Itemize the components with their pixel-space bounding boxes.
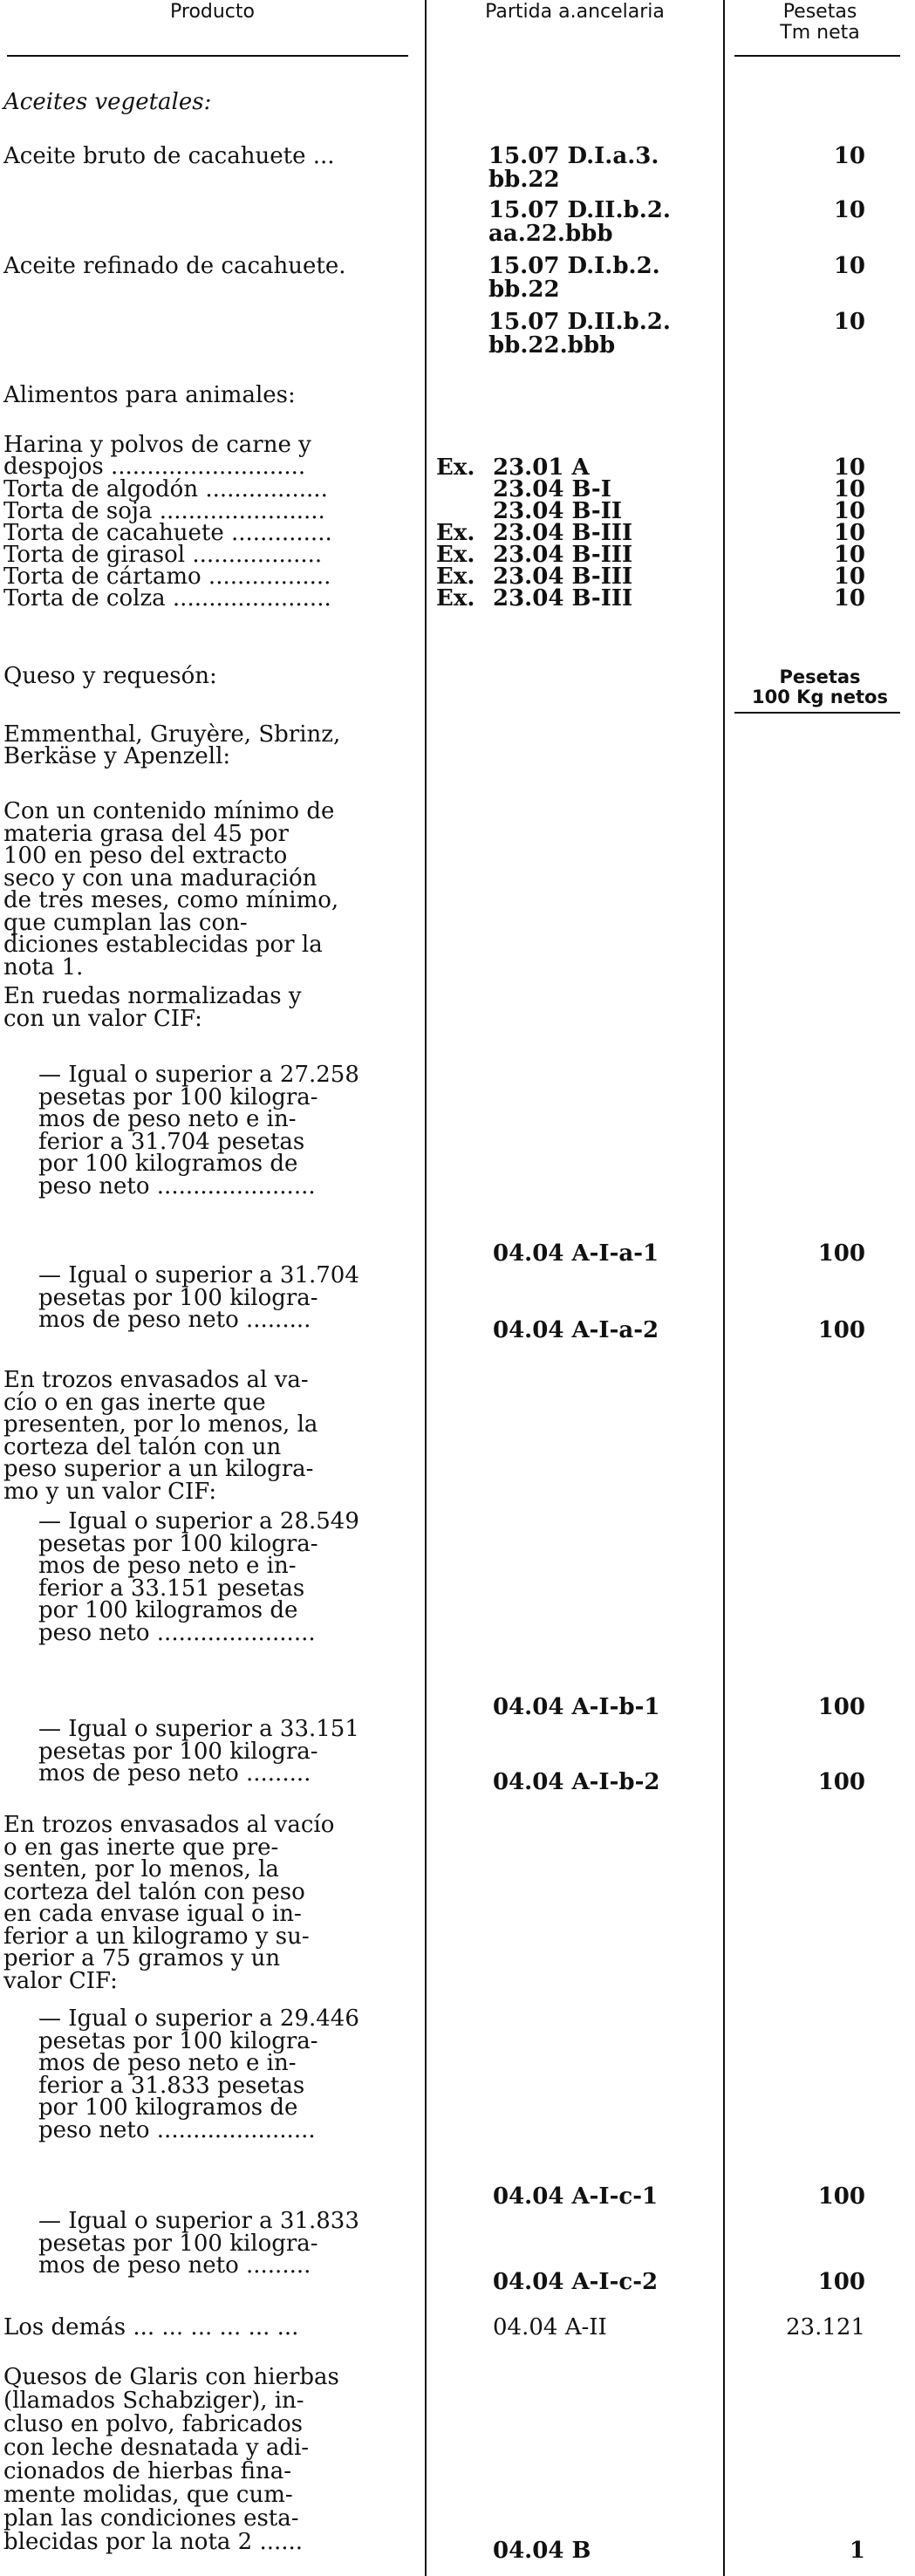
ruedas-item-2-text: — Igual o superior a 31.704 pesetas por 100 kilogra- mos de peso neto .........	[38, 1262, 359, 1333]
torta-colza-partida: 23.04 B-III	[493, 585, 633, 612]
aceite-refinado-valor-2: 10	[833, 309, 865, 335]
ruedas-item-1-valor: 100	[817, 1240, 865, 1267]
trozos-2-item-1-partida: 04.04 A-I-c-1	[493, 2183, 659, 2210]
header-rule-right	[734, 55, 900, 57]
torta-cacahuete-ex: Ex.	[436, 520, 475, 546]
section-aceites-vegetales: Aceites vegetales:	[3, 89, 212, 115]
aceite-bruto-partida-1: 15.07 D.I.a.3. bb.22	[488, 143, 659, 193]
torta-colza-label: Torta de colza ......................	[3, 585, 331, 612]
aceite-bruto-valor-2: 10	[833, 197, 865, 223]
glaris-valor: 1	[849, 2538, 865, 2564]
header-partida: Partida a.ancelaria	[485, 1, 665, 23]
ruedas-item-2-valor: 100	[817, 1317, 865, 1343]
section-alimentos: Alimentos para animales:	[3, 382, 296, 408]
torta-cacahuete-label: Torta de cacahuete ..............	[3, 520, 332, 546]
aceite-bruto-label: Aceite bruto de cacahuete ...	[3, 143, 335, 169]
ruedas-heading: En ruedas normalizadas y con un valor CIF:	[3, 983, 302, 1032]
torta-algodon-valor: 10	[833, 476, 865, 502]
torta-cartamo-partida: 23.04 B-III	[493, 564, 633, 590]
torta-girasol-valor: 10	[833, 542, 865, 568]
torta-soja-label: Torta de soja .......................	[3, 498, 325, 524]
trozos-1-item-1-text: — Igual o superior a 28.549 pesetas por 100 kilogra- mos de peso neto e in- ferior a 33.151 pesetas por 100 kilogramos de peso neto ......................	[38, 1508, 359, 1646]
aceite-refinado-valor-1: 10	[833, 253, 865, 279]
queso-unit-header: Pesetas 100 Kg netos	[752, 666, 888, 707]
harina-ex: Ex.	[436, 454, 475, 481]
ruedas-item-2-partida: 04.04 A-I-a-2	[493, 1317, 659, 1343]
header-pesetas: Pesetas Tm neta	[780, 1, 860, 44]
torta-colza-ex: Ex.	[436, 585, 475, 612]
trozos-2-item-1-valor: 100	[817, 2183, 865, 2210]
aceite-bruto-partida-2: 15.07 D.II.b.2. aa.22.bbb	[488, 197, 671, 247]
header-rule-left	[7, 55, 408, 57]
column-divider-left	[425, 0, 427, 2576]
trozos-2-heading: En trozos envasados al vacío o en gas inerte que pre- senten, por lo menos, la corteza del talón con peso en cada envase igual o in- ferior a un kilogramo y su- perior a 75 gramos y un valor CIF:	[3, 1812, 335, 1994]
trozos-2-item-1-text: — Igual o superior a 29.446 pesetas por 100 kilogra- mos de peso neto e in- ferior a 31.833 pesetas por 100 kilogramos de peso neto ......................	[38, 2005, 359, 2143]
torta-soja-partida: 23.04 B-II	[493, 498, 623, 524]
aceite-refinado-partida-2: 15.07 D.II.b.2. bb.22.bbb	[488, 309, 671, 359]
header-producto: Producto	[170, 1, 255, 23]
trozos-1-item-2-text: — Igual o superior a 33.151 pesetas por 100 kilogra- mos de peso neto .........	[38, 1716, 359, 1787]
contenido-minimo-text: Con un contenido mínimo de materia grasa del 45 por 100 en peso del extracto seco y con una maduración de tres meses, como mínimo, que cumplan las con- diciones establecidas por la nota 1.	[3, 798, 339, 981]
torta-girasol-label: Torta de girasol ..................	[3, 542, 323, 568]
ruedas-item-1-text: — Igual o superior a 27.258 pesetas por 100 kilogra- mos de peso neto e in- ferior a 31.704 pesetas por 100 kilogramos de peso neto ......................	[38, 1062, 359, 1199]
column-divider-right	[723, 0, 725, 2576]
trozos-2-item-2-text: — Igual o superior a 31.833 pesetas por 100 kilogra- mos de peso neto .........	[38, 2208, 359, 2279]
trozos-1-item-1-valor: 100	[817, 1694, 865, 1720]
glaris-text: Quesos de Glaris con hierbas (llamados Schabziger), in- cluso en polvo, fabricados con leche desnatada y adi- cionados de hierbas fina- mente molidas, que cum- plan las condiciones esta- blecidas por la nota 2 ......	[3, 2364, 339, 2555]
trozos-1-item-1-partida: 04.04 A-I-b-1	[493, 1694, 660, 1720]
trozos-2-item-2-valor: 100	[817, 2269, 865, 2295]
torta-colza-valor: 10	[833, 585, 865, 612]
torta-girasol-ex: Ex.	[436, 542, 475, 568]
torta-cacahuete-valor: 10	[833, 520, 865, 546]
section-queso: Queso y requesón:	[3, 663, 217, 689]
torta-cartamo-label: Torta de cártamo .................	[3, 564, 331, 590]
ruedas-item-1-partida: 04.04 A-I-a-1	[493, 1240, 659, 1267]
harina-valor: 10	[833, 454, 865, 481]
torta-cacahuete-partida: 23.04 B-III	[493, 520, 633, 546]
harina-partida: 23.01 A	[493, 454, 590, 481]
aceite-refinado-label: Aceite refinado de cacahuete.	[3, 253, 346, 279]
queso-unit-rule	[734, 712, 900, 714]
trozos-1-item-2-valor: 100	[817, 1769, 865, 1795]
trozos-2-item-2-partida: 04.04 A-I-c-2	[493, 2269, 659, 2295]
glaris-partida: 04.04 B	[493, 2538, 591, 2564]
torta-algodon-partida: 23.04 B-I	[493, 476, 611, 502]
los-demas-label: Los demás ... ... ... ... ... ...	[3, 2314, 299, 2340]
los-demas-valor: 23.121	[786, 2314, 865, 2340]
torta-algodon-label: Torta de algodón .................	[3, 476, 328, 502]
los-demas-partida: 04.04 A-II	[493, 2314, 607, 2340]
aceite-refinado-partida-1: 15.07 D.I.b.2. bb.22	[488, 253, 660, 303]
emmenthal-heading: Emmenthal, Gruyère, Sbrinz, Berkäse y Apenzell:	[3, 721, 341, 769]
torta-girasol-partida: 23.04 B-III	[493, 542, 633, 568]
trozos-1-item-2-partida: 04.04 A-I-b-2	[493, 1769, 660, 1795]
aceite-bruto-valor-1: 10	[833, 143, 865, 169]
trozos-1-heading: En trozos envasados al va- cío o en gas inerte que presenten, por lo menos, la corteza del talón con un peso superior a un kilogra- mo y un valor CIF:	[3, 1367, 318, 1505]
torta-soja-valor: 10	[833, 498, 865, 524]
torta-cartamo-ex: Ex.	[436, 564, 475, 590]
torta-cartamo-valor: 10	[833, 564, 865, 590]
harina-label: Harina y polvos de carne y despojos ...........................	[3, 432, 311, 480]
